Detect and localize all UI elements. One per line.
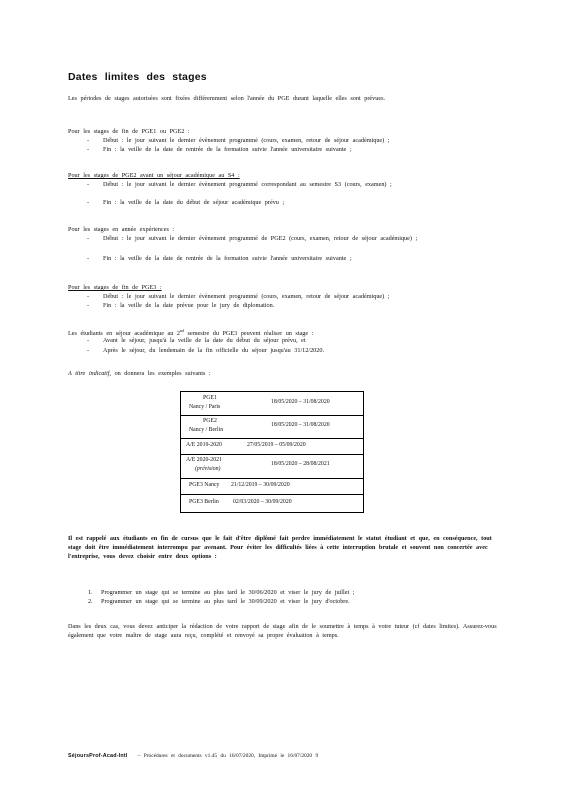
list-item: Début : le jour suivant le dernier évènement programmé de PGE2 (cours, examen, retour de séjour académique) ; [103, 235, 418, 242]
table-divider [181, 438, 363, 439]
bullet-dash: - [87, 137, 90, 144]
table-cell-label: PGE1 [203, 395, 217, 401]
list-item: Début : le jour suivant le dernier évènement programmé (cours, examen, retour de séjour académique) ; [103, 293, 390, 300]
section-heading: Pour les stages de PGE2 avant un séjour académique au S4 : [68, 172, 240, 179]
bullet-dash: - [87, 146, 90, 153]
closing-paragraph: Dans les deux cas, vous devez anticiper la rédaction de votre rapport de stage afin de le soumettre à temps à votre tuteur (cf dates limites). Assurez-vous également que votre maître de stage aura reçu, complété et renvoyé sa propre évaluation à temps. [68, 623, 497, 640]
table-cell-dates: 18/05/2020 – 28/08/2021 [271, 461, 330, 467]
indicative-label: A titre indicatif [68, 370, 110, 377]
bullet-dash: - [87, 337, 90, 344]
indicative-line [68, 370, 211, 378]
option-item: Programmer un stage qui se termine au plus tard le 30/06/2020 et viser le jury de juillet ; [101, 589, 355, 596]
bullet-dash: - [87, 235, 90, 242]
list-item: Début : le jour suivant le dernier évènement programmé correspondant au semestre S3 (cours, examen) ; [103, 181, 392, 188]
table-cell-label: (prévision) [195, 466, 221, 472]
table-cell-dates: 02/03/2020 – 30/09/2020 [233, 499, 292, 505]
option-number: 2. [88, 598, 93, 605]
section-heading: Pour les stages en année expériences : [68, 226, 175, 233]
list-item: Début : le jour suivant le dernier évènement programmé (cours, examen, retour de séjour académique) ; [103, 137, 390, 144]
list-item: Avant le séjour, jusqu'à la veille de la date du début du séjour prévu, et [103, 337, 306, 344]
list-item: Fin : la veille de la date du début de séjour académique prévu ; [103, 199, 285, 206]
table-divider [181, 494, 363, 495]
superscript: nd [180, 328, 184, 333]
list-item: Fin : la veille de la date prévue pour le jury de diplomation. [103, 302, 275, 309]
list-item: Après le séjour, du lendemain de la fin officielle du séjour jusqu'au 31/12/2020. [103, 347, 324, 354]
table-cell-label: PGE3 Berlin [189, 499, 219, 505]
option-item: Programmer un stage qui se termine au plus tard le 30/09/2020 et viser le jury d'octobre. [101, 598, 350, 605]
footer-info: – Procédures et documents v1.45 du 16/07/2020, Imprimé le 16/07/2020 9 [137, 753, 319, 759]
table-cell-label: PGE2 [203, 418, 217, 424]
table-cell-label: Nancy / Paris [189, 404, 221, 410]
section-heading: Pour les stages de fin de PGE3 : [68, 284, 162, 291]
warning-paragraph: Il est rappelé aux étudiants en fin de cursus que le fait d'être diplômé fait perdre immédiatement le statut étudiant et que, en conséquence, tout stage doit être immédiatement interrompu par avenant. Pour éviter les difficultés liées à cette interruption brutale et souvent non concertée avec l'entreprise, vous devez choisir entre deux options : [68, 535, 492, 560]
list-item: Fin : la veille de la date de rentrée de la formation suivie l'année universitaire suivante ; [103, 146, 352, 153]
page-title: Dates limites des stages [68, 71, 207, 83]
bullet-dash: - [87, 199, 90, 206]
bullet-dash: - [87, 302, 90, 309]
table-cell-label: PGE3 Nancy [189, 482, 220, 488]
students-text-pre: Les étudiants en séjour académique au 2 [68, 330, 180, 338]
bullet-dash: - [87, 255, 90, 262]
indicative-text: , on donnera les exemples suivants : [109, 370, 211, 377]
table-cell-dates: 18/05/2020 – 31/08/2020 [271, 399, 330, 405]
list-item: Fin : la veille de la date de rentrée de la formation suivie l'année universitaire suivante ; [103, 255, 352, 262]
section-heading: Pour les stages de fin de PGE1 ou PGE2 : [68, 128, 190, 135]
table-divider [181, 478, 363, 479]
table-divider [181, 415, 363, 416]
table-cell-label: A/E 2019-2020 [186, 442, 222, 448]
table-cell-label: Nancy / Berlin [189, 427, 224, 433]
table-cell-label: A/E 2020-2021 [186, 457, 222, 463]
dates-table [180, 391, 364, 513]
bullet-dash: - [87, 181, 90, 188]
table-divider [181, 454, 363, 455]
table-cell-dates: 27/05/2019 – 05/09/2020 [247, 442, 306, 448]
bullet-dash: - [87, 347, 90, 354]
intro-paragraph: Les périodes de stages autorisées sont fixées différemment selon l'année du PGE durant laquelle elles sont prévues. [68, 95, 386, 102]
students-text-post: semestre du PGE3 peuvent réaliser un stage : [184, 330, 314, 338]
page-footer [68, 753, 318, 759]
footer-doc-name: SéjoursProf-Acad-Intl [68, 753, 128, 759]
table-cell-dates: 21/12/2019 – 30/09/2020 [231, 482, 290, 488]
option-number: 1. [88, 589, 93, 596]
table-cell-dates: 18/05/2020 – 31/08/2020 [271, 422, 330, 428]
bullet-dash: - [87, 293, 90, 300]
